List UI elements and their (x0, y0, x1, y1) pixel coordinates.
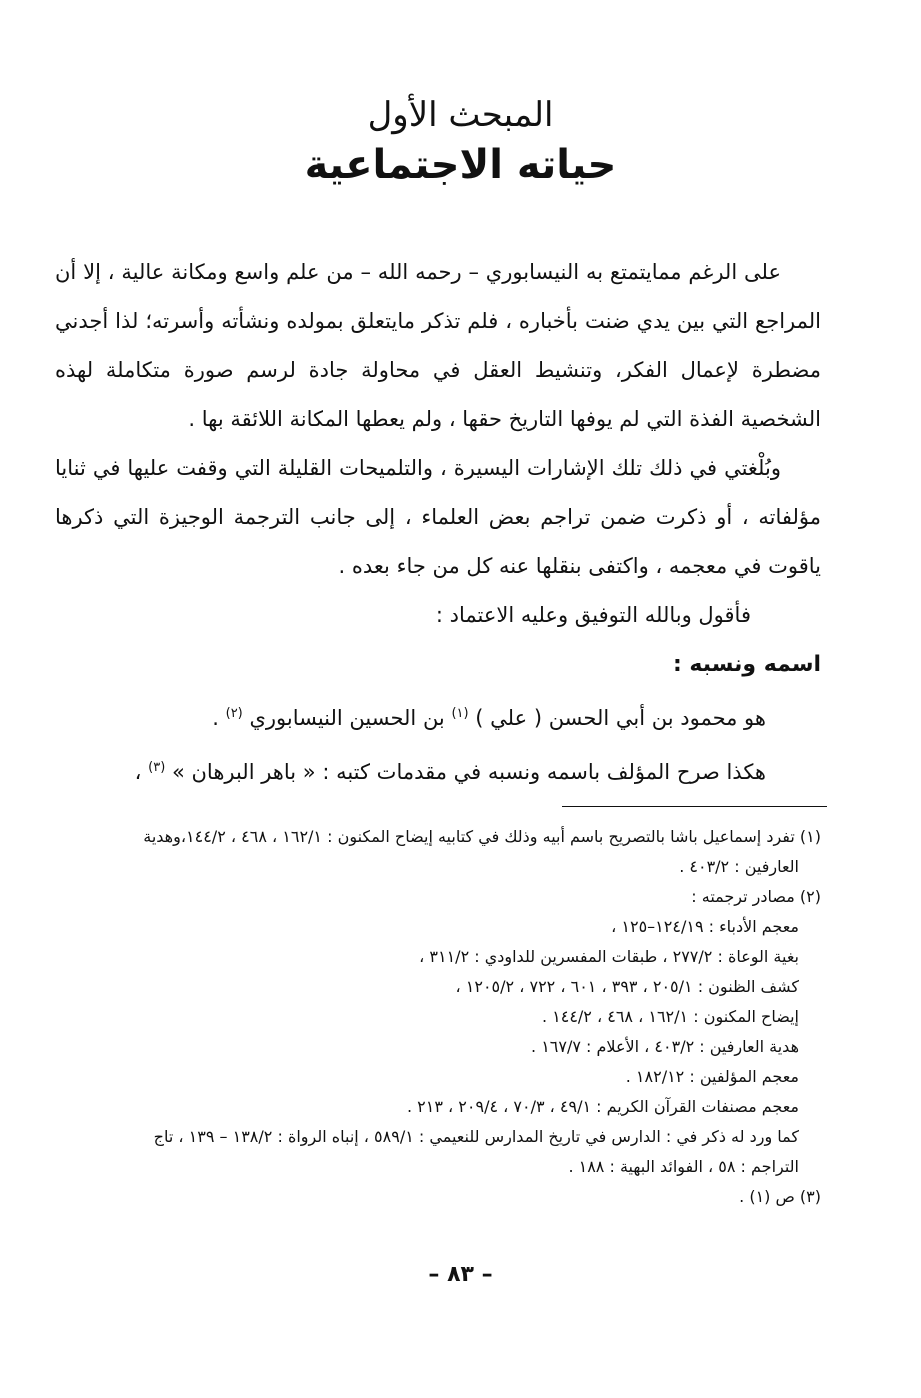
closing-line: فأقول وبالله التوفيق وعليه الاعتماد : (435, 603, 751, 627)
footnotes (55, 822, 821, 1212)
name-prefix: هو محمود بن أبي الحسن ( علي ) (475, 706, 766, 730)
main-body (55, 248, 821, 797)
footnote-2-item: كشف الظنون : ٢٠٥/١ ، ٣٩٣ ، ٦٠١ ، ٧٢٢ ، ١٢٠٥/٢ ، (455, 977, 799, 996)
footnote-2-item: معجم الأدباء : ١٢٤/١٩–١٢٥ ، (611, 917, 799, 936)
intro-paragraph: على الرغم ممايتمتع به النيسابوري – رحمه الله – من علم واسع ومكانة عالية ، إلا أن المراجع التي بين يدي ضنت بأخباره ، فلم تذكر مايتعلق بمولده ونشأته وأسرته؛ لذا أجدني مضطرة لإعمال الفكر، وتنشيط العقل في محاولة جادة لرسم صورة متكاملة لهذه الشخصية الفذة التي لم يوفها التاريخ حقها ، ولم يعطها المكانة اللائقة بها . (55, 260, 821, 431)
footnote-2-extra-line-2: التراجم : ٥٨ ، الفوائد البهية : ١٨٨ . (568, 1157, 799, 1176)
name-end: . (212, 706, 219, 730)
footnote-1-line-1: (١) تفرد إسماعيل باشا بالتصريح باسم أبيه وذلك في كتابيه إيضاح المكنون : ١٦٢/١ ، ٤٦٨ ، ١٤٤/٢،وهدية (143, 827, 821, 846)
footnote-1-line-2: العارفين : ٤٠٣/٢ . (679, 857, 799, 876)
name-subheading: اسمه ونسبه : (672, 652, 821, 677)
section-heading: المبحث الأول (367, 95, 554, 135)
footnote-3: (٣) ص (١) . (739, 1187, 821, 1206)
footnote-divider (562, 806, 827, 807)
author-end: ، (134, 760, 142, 784)
page-number: – ٨٣ – (428, 1262, 493, 1287)
footnote-2-item: معجم المؤلفين : ١٨٢/١٢ . (625, 1067, 799, 1086)
footnote-2-title: (٢) مصادر ترجمته : (691, 887, 821, 906)
name-middle: بن الحسين النيسابوري (249, 706, 445, 730)
footnote-ref-3: (٣) (148, 760, 166, 775)
footnote-2-item: إيضاح المكنون : ١٦٢/١ ، ٤٦٨ ، ١٤٤/٢ . (541, 1007, 799, 1026)
author-prefix: هكذا صرح المؤلف باسمه ونسبه في مقدمات كتبه : « باهر البرهان » (171, 760, 766, 784)
footnote-2-item: معجم مصنفات القرآن الكريم : ٤٩/١ ، ٧٠/٣ ، ٢٠٩/٤ ، ٢١٣ . (406, 1097, 799, 1116)
sources-paragraph: وبُلْغتي في ذلك تلك الإشارات اليسيرة ، والتلميحات القليلة التي وقفت عليها في ثنايا مؤلفاته ، أو ذكرت ضمن تراجم بعض العلماء ، إلى جانب الترجمة الوجيزة التي ذكرها ياقوت في معجمه ، واكتفى بنقلها عنه كل من جاء بعده . (55, 456, 821, 578)
chapter-title: حياته الاجتماعية (304, 142, 617, 188)
footnote-ref-1: (١) (451, 706, 469, 721)
author-line (55, 743, 821, 797)
footnote-2-item: هدية العارفين : ٤٠٣/٢ ، الأعلام : ١٦٧/٧ . (531, 1037, 799, 1056)
footnote-ref-2: (٢) (225, 706, 243, 721)
footnote-2-item: بغية الوعاة : ٢٧٧/٢ ، طبقات المفسرين للداودي : ٣١١/٢ ، (419, 947, 799, 966)
name-line (55, 689, 821, 743)
footnote-2-extra-line-1: كما ورد له ذكر في : الدارس في تاريخ المدارس للنعيمي : ٥٨٩/١ ، إنباه الرواة : ١٣٨/٢ – ١٣٩ ، تاج (153, 1127, 799, 1146)
